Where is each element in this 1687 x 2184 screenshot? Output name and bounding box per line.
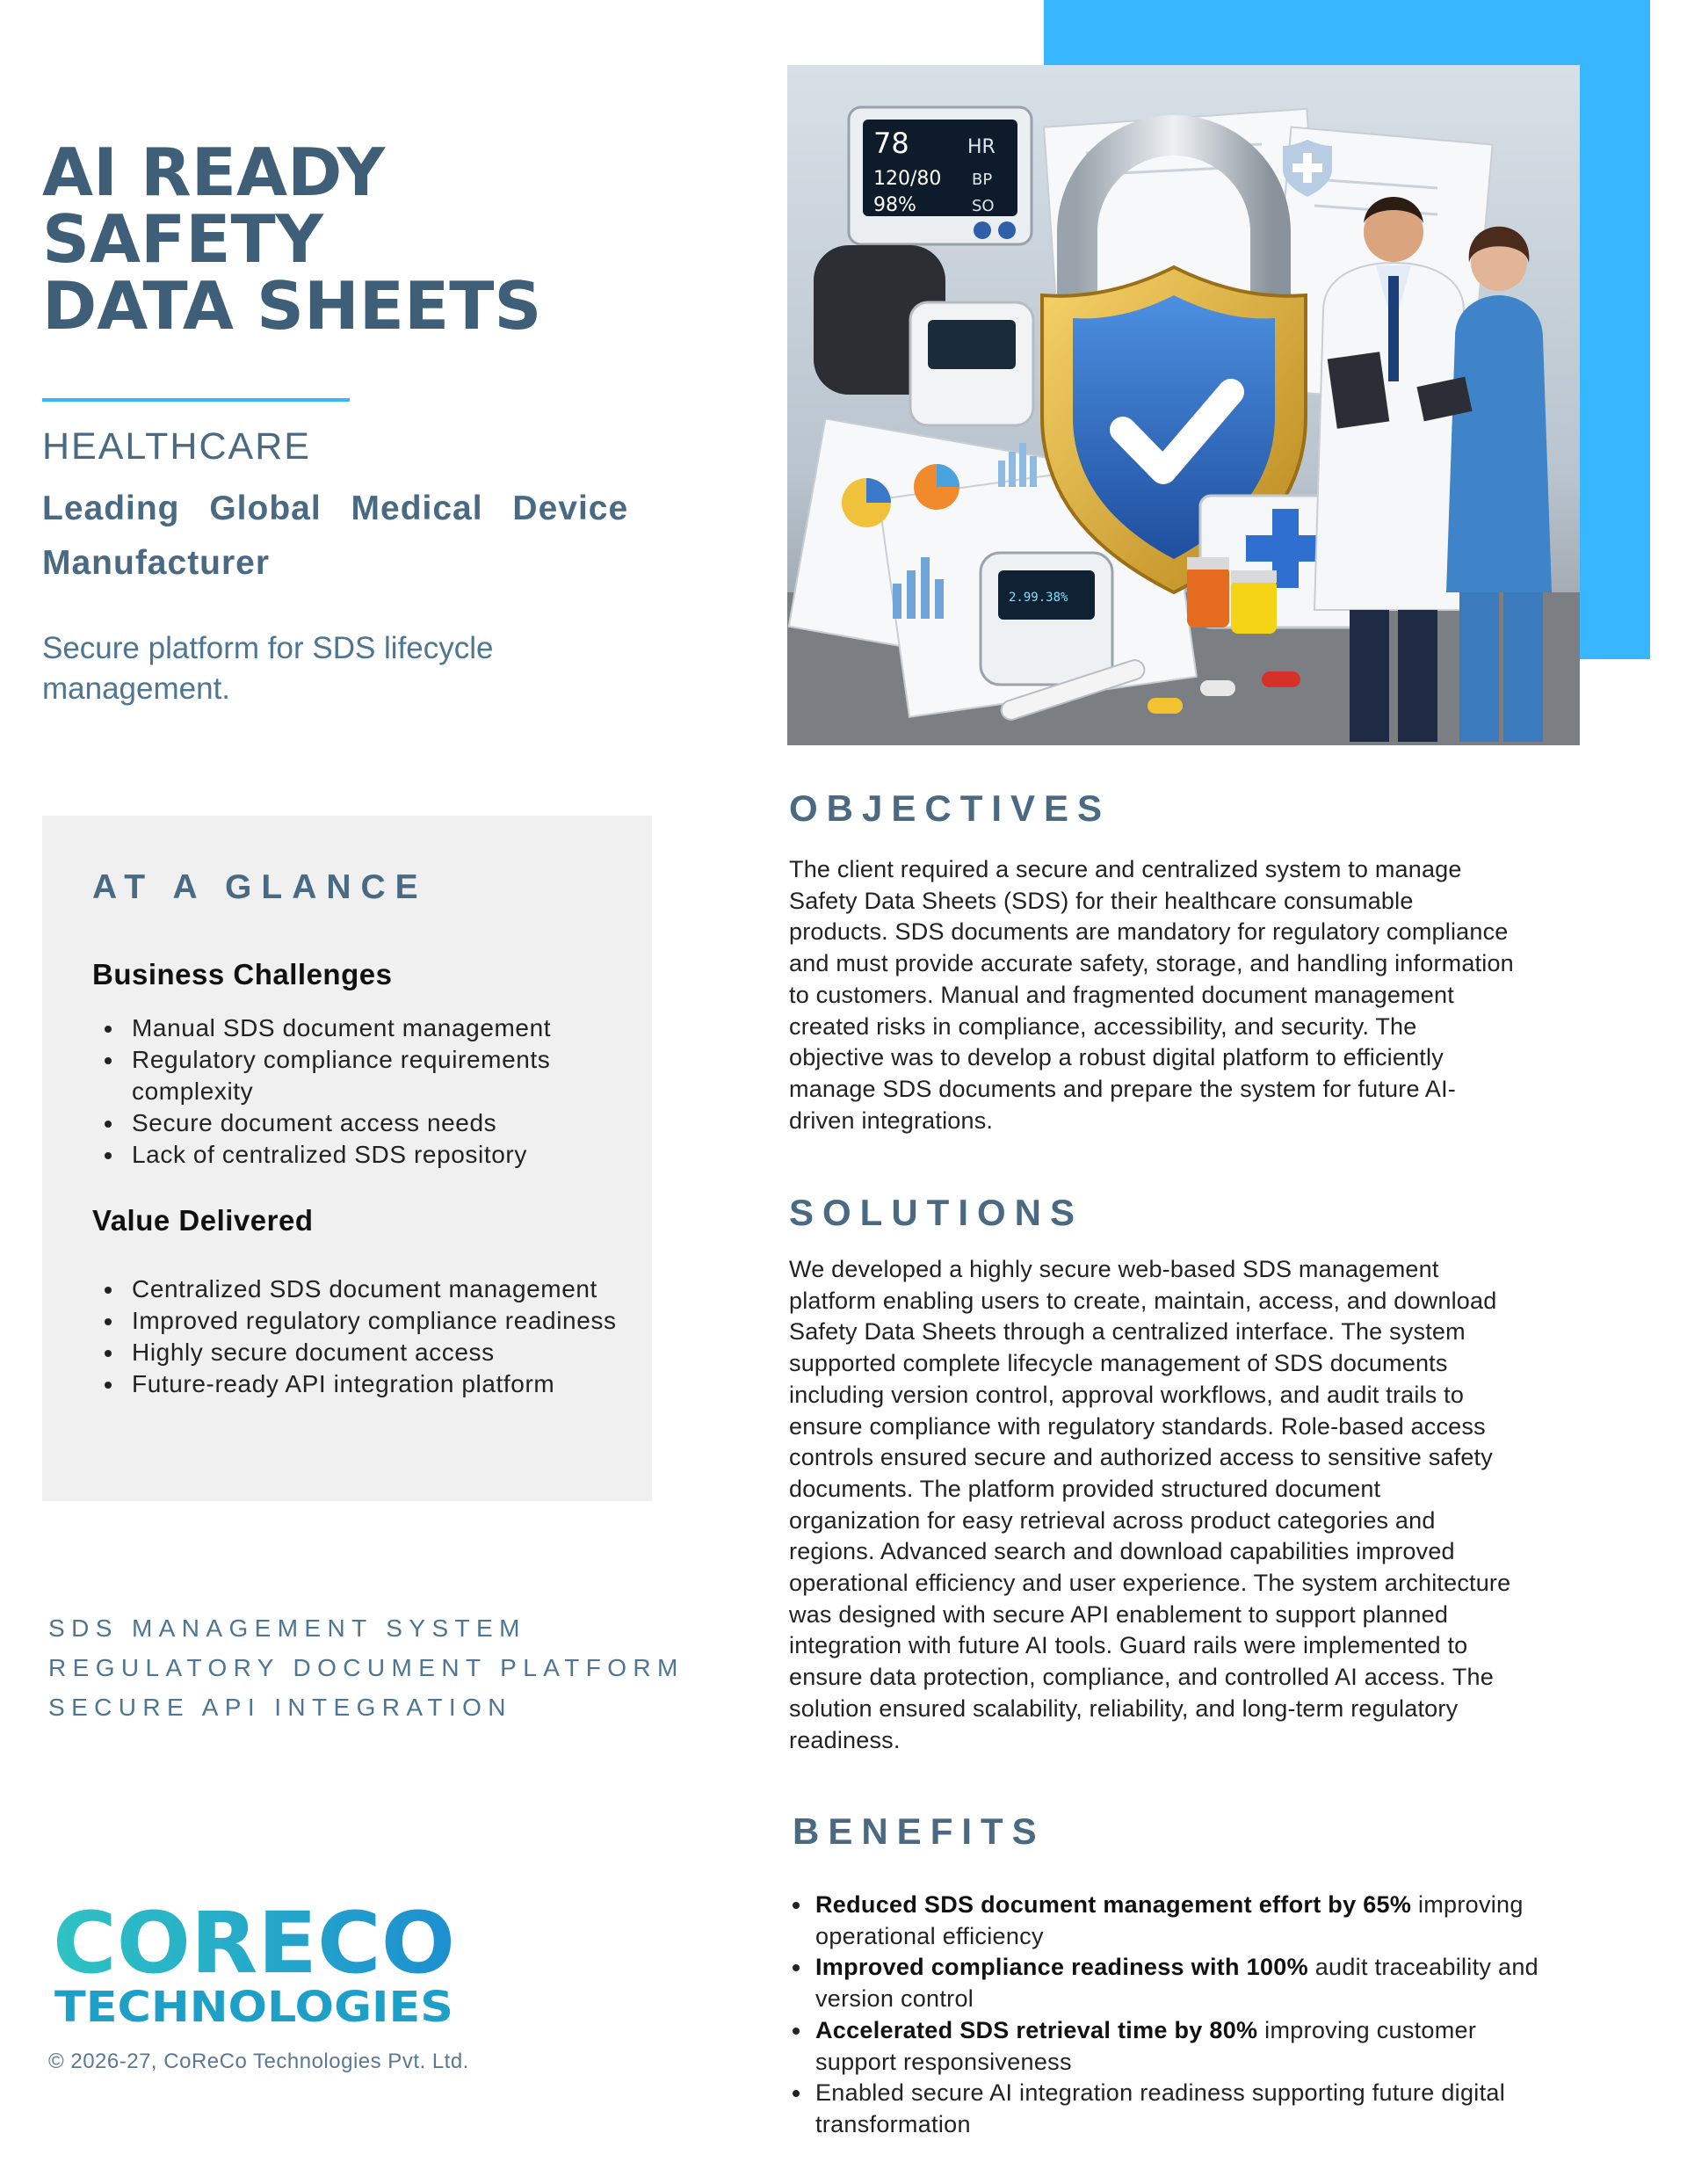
title-divider (42, 398, 350, 402)
benefit-text: improving operational efficiency (815, 1891, 1524, 1949)
challenges-heading: Business Challenges (92, 958, 393, 990)
tech-tag: REGULATORY DOCUMENT PLATFORM (48, 1654, 684, 1681)
solutions-heading: SOLUTIONS (789, 1192, 1084, 1233)
technology-tags (48, 1608, 684, 1727)
list-item (789, 1952, 1545, 2014)
list-item: Improved regulatory compliance readiness (92, 1305, 619, 1337)
list-item (789, 2078, 1545, 2140)
objectives-heading: OBJECTIVES (789, 787, 1111, 829)
title-line-2: DATA SHEETS (42, 267, 542, 345)
benefit-text: Enabled secure AI integration readiness supporting future digital transformation (815, 2079, 1505, 2137)
list-item: Lack of centralized SDS repository (92, 1139, 619, 1171)
logo-word-coreco: CORECO (53, 1898, 455, 1992)
at-a-glance-panel (42, 816, 652, 1501)
list-item (789, 2015, 1545, 2078)
benefit-text: audit traceability and version control (815, 1954, 1539, 2013)
value-list (92, 1273, 619, 1400)
logo-word-technologies: TECHNOLOGIES (54, 1983, 453, 2027)
list-item: Highly secure document access (92, 1337, 619, 1368)
monitor-bp: 120/80 (873, 168, 942, 190)
client-line-1: Leading Global Medical Device (42, 490, 629, 527)
hero-image (787, 65, 1580, 745)
tech-tag: SDS MANAGEMENT SYSTEM (48, 1614, 526, 1642)
list-item: Secure document access needs (92, 1107, 619, 1139)
solutions-body: We developed a highly secure web-based SDS management platform enabling users to create, maintain, access, and download Safety Data Sheets through a centralized interface. The system supported complete lifecycle management of SDS documents including version control, approval workflows, and audit trails to ensure compliance with regulatory standards. Role-based access controls ensured secure and authorized access to sensitive safety documents. The platform provided structured document organization for easy retrieval across product categories and regions. Advanced search and download capabilities improved operational efficiency and user experience. The system architecture was designed with secure API enablement to support planned integration with future AI tools. Guard rails were implemented to ensure data protection, compliance, and controlled AI access. The solution ensured scalability, reliability, and long-term regulatory readiness. (789, 1256, 1511, 1753)
monitor-bp-label: BP (972, 171, 993, 189)
device-readout: 2.99.38% (1009, 591, 1068, 605)
benefit-highlight: Improved compliance readiness with 100% (815, 1954, 1308, 1981)
client-name (42, 482, 633, 591)
monitor-spo2: 98% (873, 194, 916, 216)
list-item: Manual SDS document management (92, 1012, 619, 1044)
company-logo (53, 1898, 457, 2027)
benefit-highlight: Reduced SDS document management effort by 65% (815, 1891, 1412, 1918)
industry-label: HEALTHCARE (42, 425, 311, 468)
tagline: Secure platform for SDS lifecycle management. (42, 631, 494, 706)
list-item: Centralized SDS document management (92, 1273, 619, 1305)
list-item (789, 1890, 1545, 1952)
benefits-heading: BENEFITS (793, 1810, 1046, 1852)
list-item: Regulatory compliance requirements complexity (92, 1044, 619, 1107)
monitor-spo2-label: SO (972, 197, 995, 215)
value-heading: Value Delivered (92, 1204, 314, 1237)
copyright: © 2026-27, CoReCo Technologies Pvt. Ltd. (48, 2050, 469, 2073)
list-item: Future-ready API integration platform (92, 1368, 619, 1400)
monitor-hr: 78 (873, 127, 909, 160)
page-title (42, 134, 657, 345)
monitor-hr-label: HR (967, 136, 996, 158)
benefits-list (789, 1890, 1545, 2141)
title-line-1: AI READY SAFETY (42, 134, 386, 278)
benefit-highlight: Accelerated SDS retrieval time by 80% (815, 2016, 1258, 2043)
challenges-list (92, 1012, 619, 1171)
client-line-2: Manufacturer (42, 544, 271, 582)
benefit-text: improving customer support responsiveness (815, 2016, 1477, 2075)
glance-heading: AT A GLANCE (92, 868, 428, 906)
tech-tag: SECURE API INTEGRATION (48, 1694, 512, 1721)
objectives-body: The client required a secure and centralized system to manage Safety Data Sheets (SDS) for their healthcare consumable products. SDS documents are mandatory for regulatory compliance and must provide accurate safety, storage, and handling information to customers. Manual and fragmented document management created risks in compliance, accessibility, and security. The objective was to develop a robust digital platform to efficiently manage SDS documents and prepare the system for future AI-driven integrations. (789, 856, 1514, 1134)
